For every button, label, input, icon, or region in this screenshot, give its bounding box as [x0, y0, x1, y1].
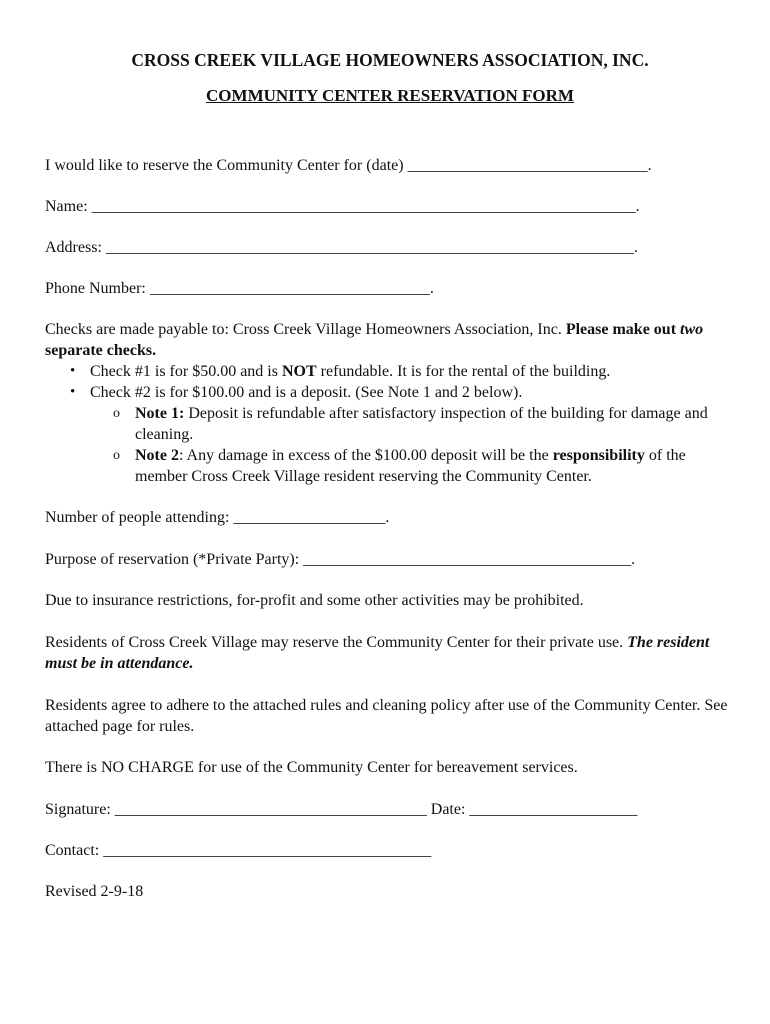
date-label: Date: — [426, 801, 470, 818]
name-field[interactable]: ____________________________________________________________________. — [91, 198, 640, 215]
check-1-text: Check #1 is for $50.00 and is — [90, 363, 282, 380]
note-2-rest: of the member Cross Creek Village resident reserving the Community Center. — [135, 447, 686, 485]
association-title: CROSS CREEK VILLAGE HOMEOWNERS ASSOCIATION, INC. — [131, 50, 649, 70]
not-emphasis: NOT — [281, 363, 317, 380]
note-2-label: Note 2 — [135, 447, 179, 464]
address-line — [45, 237, 735, 258]
residents-paragraph — [45, 632, 735, 674]
check-2-item — [90, 382, 735, 487]
checks-intro — [45, 319, 735, 361]
phone-label: Phone Number: — [45, 280, 150, 297]
contact-field[interactable]: _________________________________________ — [103, 842, 432, 859]
attendance-emphasis: The resident must be in attendance. — [45, 634, 710, 672]
date-field[interactable]: _____________________ — [469, 801, 638, 818]
purpose-field[interactable]: _________________________________________. — [303, 551, 636, 568]
people-line — [45, 507, 735, 528]
note-1-text: Deposit is refundable after satisfactory inspection of the building for damage and cleaning. — [135, 405, 708, 443]
residents-text: Residents of Cross Creek Village may reserve the Community Center for their private use. — [45, 634, 628, 651]
people-label: Number of people attending: — [45, 509, 234, 526]
notes-list — [90, 403, 735, 487]
check-2-text: Check #2 is for $100.00 and is a deposit. (See Note 1 and 2 below). — [90, 384, 523, 401]
note-2-text: : Any damage in excess of the $100.00 deposit will be the — [178, 447, 553, 464]
note-1-item — [135, 403, 735, 445]
note-2-item — [135, 445, 735, 487]
insurance-paragraph: Due to insurance restrictions, for-profit and some other activities may be prohibited. — [45, 592, 584, 609]
check-1-item — [90, 361, 735, 382]
purpose-line — [45, 549, 735, 570]
signature-line — [45, 799, 735, 820]
responsibility-emphasis: responsibility — [552, 447, 645, 464]
form-title: COMMUNITY CENTER RESERVATION FORM — [206, 86, 574, 105]
contact-label: Contact: — [45, 842, 104, 859]
contact-line — [45, 840, 735, 861]
reservation-form-page — [45, 49, 735, 902]
signature-field[interactable]: _______________________________________ — [114, 801, 427, 818]
separate-checks-text: separate checks. — [45, 342, 157, 359]
checks-list — [45, 361, 735, 487]
note-1-label: Note 1: — [135, 405, 185, 422]
people-field[interactable]: ___________________. — [233, 509, 390, 526]
reserve-date-label: I would like to reserve the Community Center for (date) — [45, 157, 408, 174]
please-make-text: Please make out — [565, 321, 681, 338]
reserve-date-field[interactable]: ______________________________. — [407, 157, 652, 174]
no-charge-paragraph: There is NO CHARGE for use of the Community Center for bereavement services. — [45, 759, 578, 776]
revised-date: Revised 2-9-18 — [45, 883, 144, 900]
name-line — [45, 196, 735, 217]
phone-line — [45, 278, 735, 299]
checks-payable-text: Checks are made payable to: Cross Creek Village Homeowners Association, Inc. — [45, 321, 566, 338]
rules-paragraph: Residents agree to adhere to the attached rules and cleaning policy after use of the Community Center. See attached page for rules. — [45, 697, 728, 735]
signature-label: Signature: — [45, 801, 115, 818]
reserve-date-line — [45, 155, 735, 176]
check-1-rest: refundable. It is for the rental of the building. — [316, 363, 611, 380]
phone-field[interactable]: ___________________________________. — [149, 280, 434, 297]
address-field[interactable]: __________________________________________________________________. — [105, 239, 638, 256]
two-text: two — [680, 321, 704, 338]
name-label: Name: — [45, 198, 92, 215]
address-label: Address: — [45, 239, 106, 256]
purpose-label: Purpose of reservation (*Private Party): — [45, 551, 304, 568]
